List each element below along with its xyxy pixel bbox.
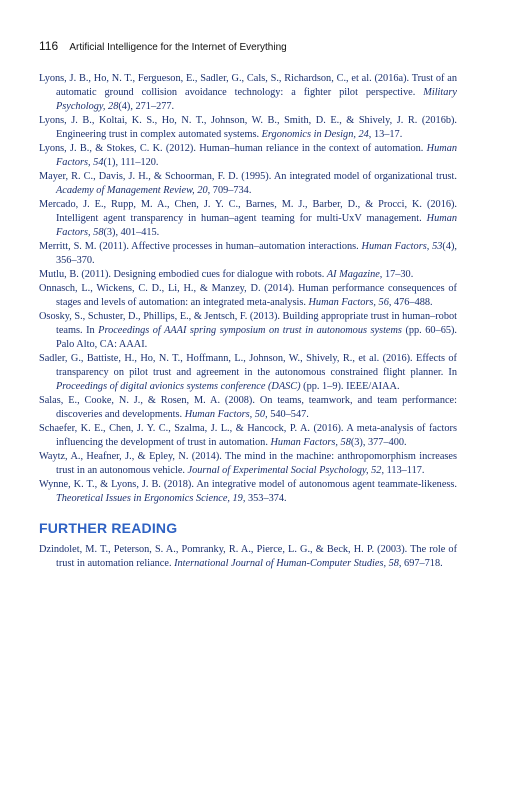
running-title: Artificial Intelligence for the Internet of Everything — [69, 42, 287, 53]
further-reading-entry[interactable]: Dzindolet, M. T., Peterson, S. A., Pomranky, R. A., Pierce, L. G., & Beck, H. P. (2003). The role of trust in automation reliance. International Journal of Human-Computer Studies, 58, 697–718. — [39, 544, 457, 569]
further-reading-heading: FURTHER READING — [39, 520, 178, 536]
reference-entry[interactable]: Lyons, J. B., & Stokes, C. K. (2012). Human–human reliance in the context of automation. Human Factors, 54(1), 111–120. — [39, 142, 457, 168]
reference-entry[interactable]: Merritt, S. M. (2011). Affective processes in human–automation interactions. Human Factors, 53(4), 356–370. — [39, 240, 457, 266]
reference-entry[interactable]: Mercado, J. E., Rupp, M. A., Chen, J. Y. C., Barnes, M. J., Barber, D., & Procci, K. (2016). Intelligent agent transparency in human–agent teaming for multi-UxV management. Human Factors, 58(3), 401–415. — [39, 198, 457, 238]
reference-entry[interactable]: Onnasch, L., Wickens, C. D., Li, H., & Manzey, D. (2014). Human performance consequences of stages and levels of automation: an integrated meta-analysis. Human Factors, 56, 476–488. — [39, 282, 457, 308]
reference-entry[interactable]: Lyons, J. B., Koltai, K. S., Ho, N. T., Johnson, W. B., Smith, D. E., & Shively, J. R. (2016b). Engineering trust in complex automated systems. Ergonomics in Design, 24, 13–17. — [39, 114, 457, 140]
reference-entry[interactable]: Sadler, G., Battiste, H., Ho, N. T., Hoffmann, L., Johnson, W., Shively, R., et al. (2016). Effects of transparency on pilot trust and agreement in the autonomous constrained flight planner. In Proceedings of digital avionics systems conference (DASC) (pp. 1–9). IEEE/AIAA. — [39, 352, 457, 392]
further-reading-list — [39, 543, 457, 571]
reference-entry[interactable]: Mayer, R. C., Davis, J. H., & Schoorman, F. D. (1995). An integrated model of organizational trust. Academy of Management Review, 20, 709–734. — [39, 170, 457, 196]
page-number: 116 — [39, 39, 59, 53]
running-header — [39, 39, 499, 53]
reference-entry[interactable]: Wynne, K. T., & Lyons, J. B. (2018). An integrative model of autonomous agent teammate-likeness. Theoretical Issues in Ergonomics Science, 19, 353–374. — [39, 478, 457, 504]
reference-entry[interactable]: Mutlu, B. (2011). Designing embodied cues for dialogue with robots. AI Magazine, 17–30. — [39, 268, 414, 280]
reference-entry[interactable]: Ososky, S., Schuster, D., Phillips, E., & Jentsch, F. (2013). Building appropriate trust in human–robot teams. In Proceedings of AAAI spring symposium on trust in autonomous systems (pp. 60–65). Palo Alto, CA: AAAI. — [39, 310, 457, 350]
reference-entry[interactable]: Salas, E., Cooke, N. J., & Rosen, M. A. (2008). On teams, teamwork, and team performance: discoveries and developments. Human Factors, 50, 540–547. — [39, 394, 457, 420]
reference-entry[interactable]: Schaefer, K. E., Chen, J. Y. C., Szalma, J. L., & Hancock, P. A. (2016). A meta-analysis of factors influencing the development of trust in automation. Human Factors, 58(3), 377–400. — [39, 422, 457, 448]
reference-entry[interactable]: Waytz, A., Heafner, J., & Epley, N. (2014). The mind in the machine: anthropomorphism increases trust in an autonomous vehicle. Journal of Experimental Social Psychology, 52, 113–117. — [39, 450, 457, 476]
reference-entry[interactable]: Lyons, J. B., Ho, N. T., Fergueson, E., Sadler, G., Cals, S., Richardson, C., et al. (2016a). Trust of an automatic ground collision avoidance technology: a fighter pilot perspective. Military Psychology, 28(4), 271–277. — [39, 73, 457, 112]
reference-list — [39, 72, 457, 506]
